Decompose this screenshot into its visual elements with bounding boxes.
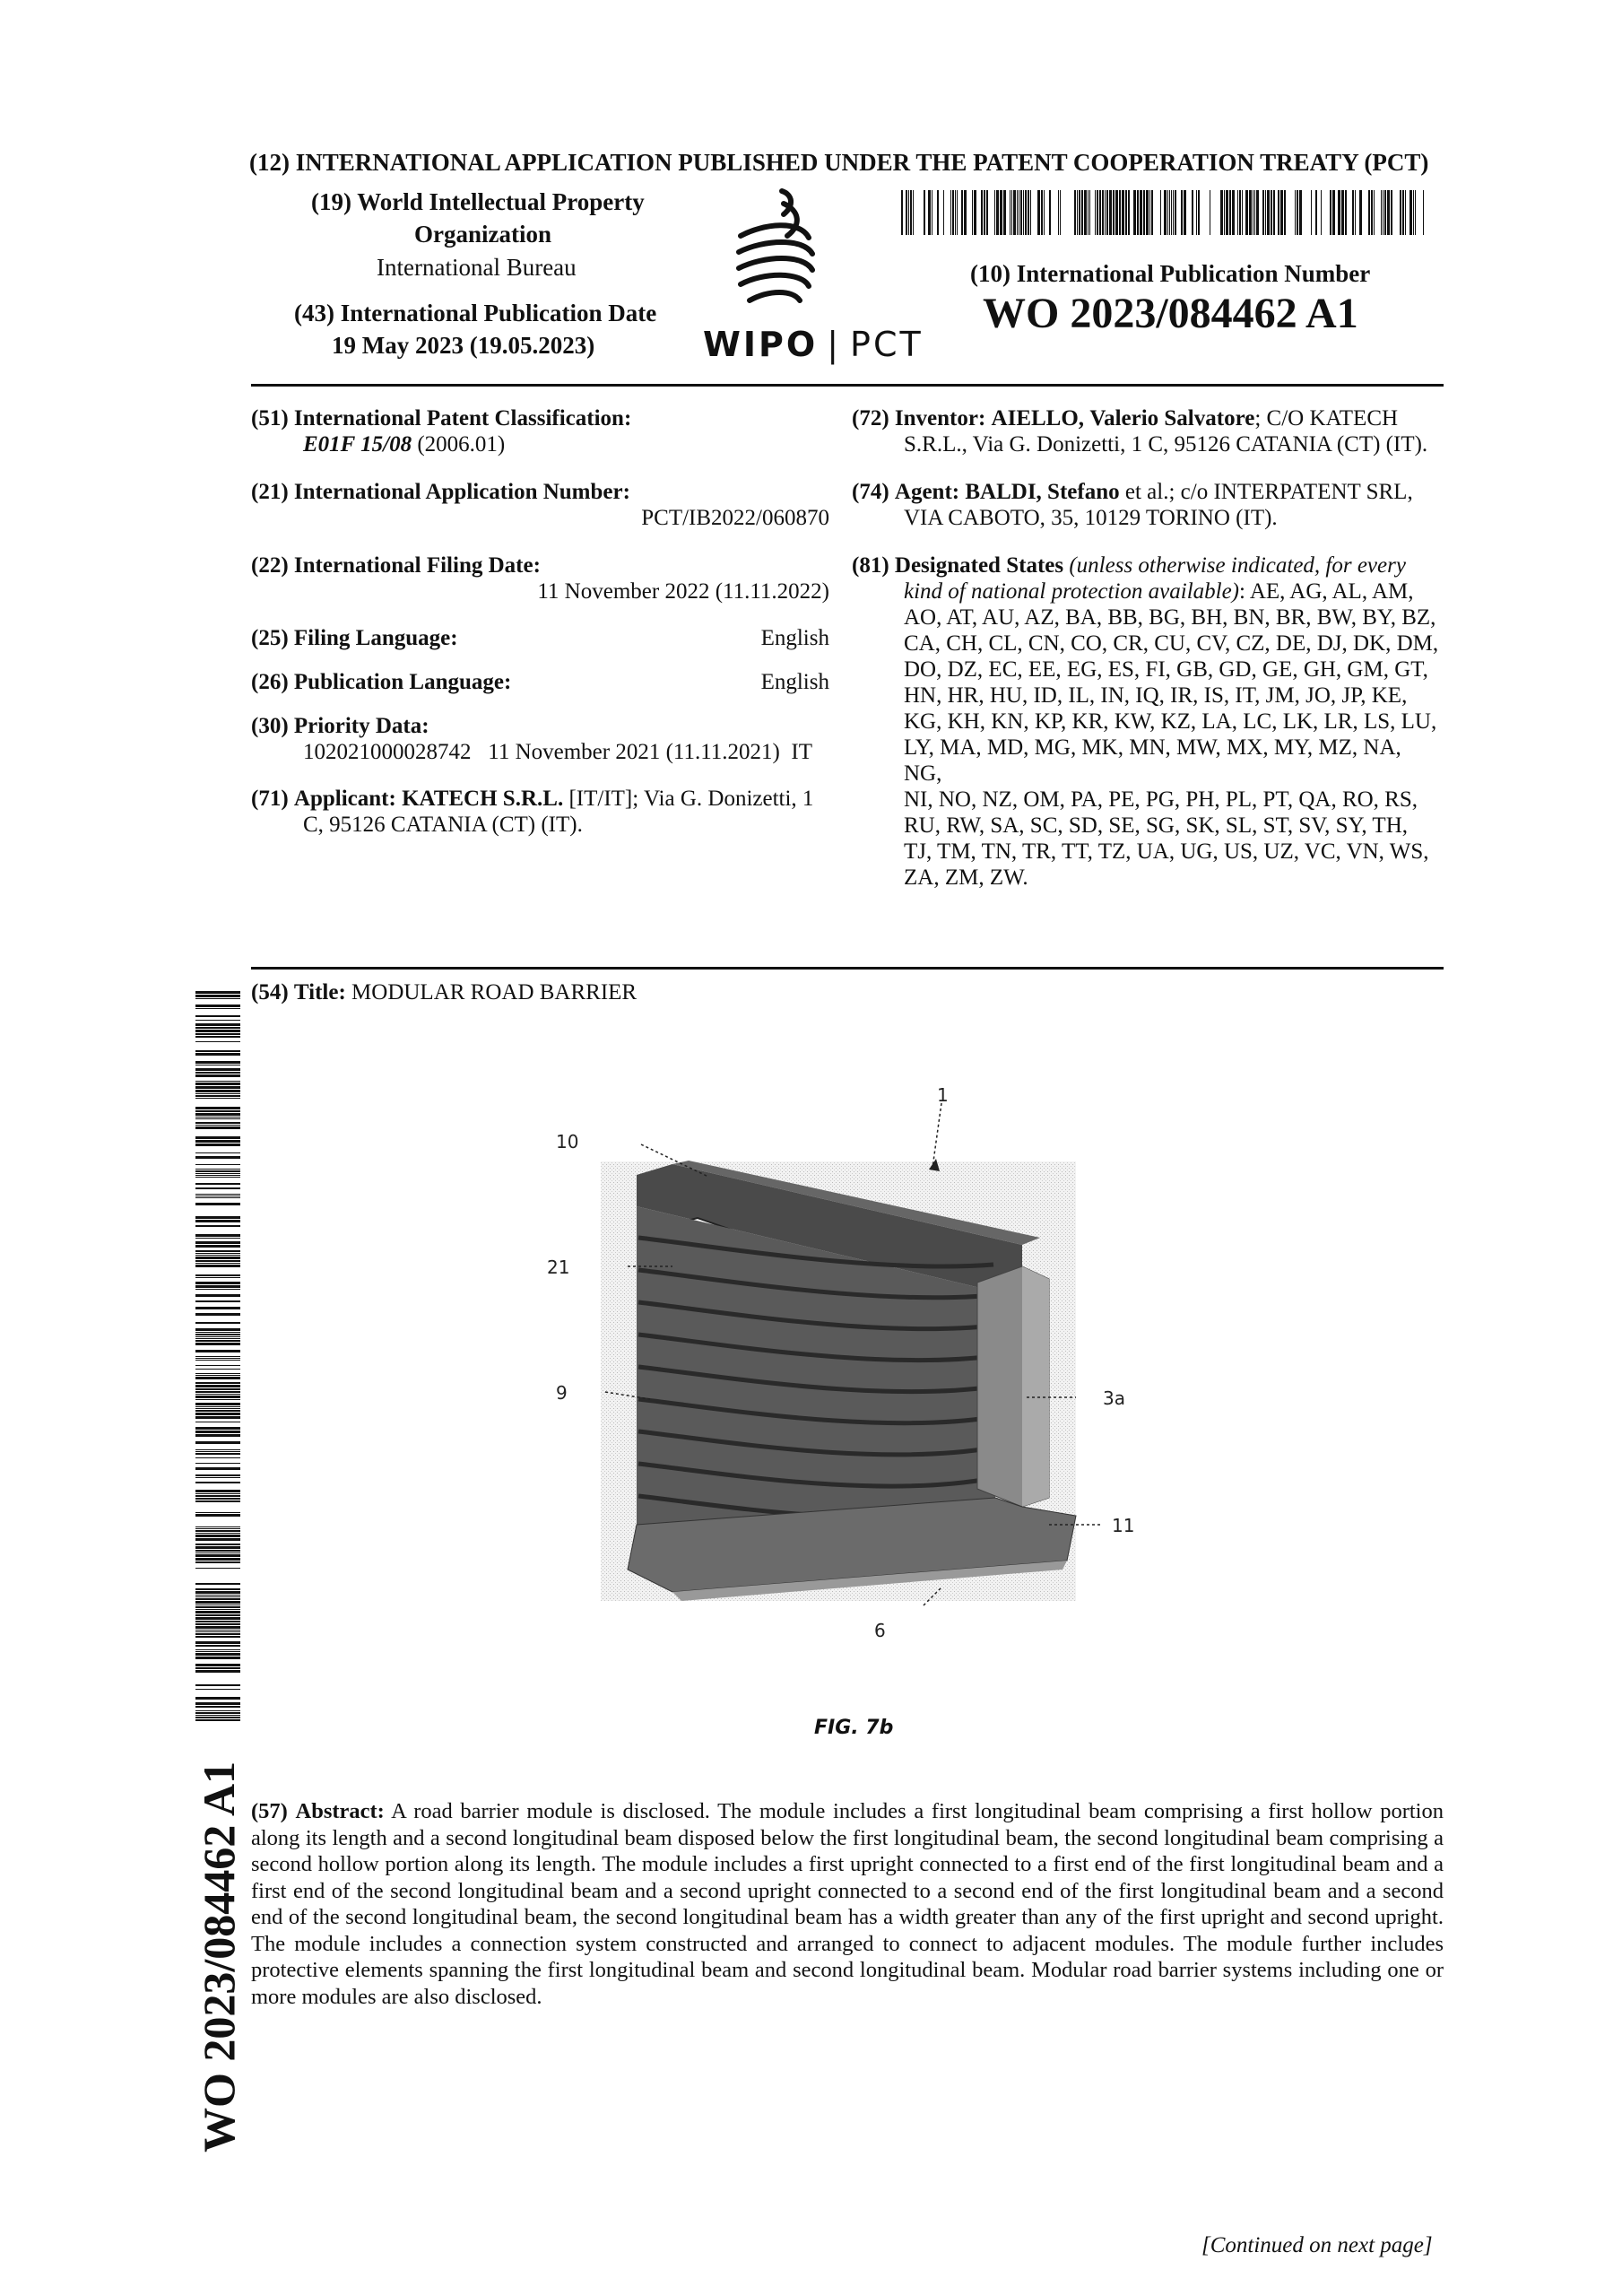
field-30: (30) Priority Data: 102021000028742 11 November 2021 (11.11.2021) IT xyxy=(251,714,812,764)
label-1: 1 xyxy=(937,1084,949,1106)
field-26: (26) Publication Language: English xyxy=(251,670,829,694)
org-name-line2: Organization xyxy=(414,221,551,248)
designated-states-line: AO, AT, AU, AZ, BA, BB, BG, BH, BN, BR, BW, BY, BZ, xyxy=(904,605,1436,630)
label-6: 6 xyxy=(874,1620,886,1641)
label-21: 21 xyxy=(547,1257,570,1278)
continued-note: [Continued on next page] xyxy=(1201,2233,1433,2257)
wipo-logo-icon xyxy=(737,184,818,318)
pub-number-label: (10) International Publication Number xyxy=(970,260,1371,287)
field-51: (51) International Patent Classification: E01F 15/08 (2006.01) xyxy=(251,406,632,457)
pub-date-label: (43) International Publication Date xyxy=(294,300,657,326)
designated-states-line: LY, MA, MD, MG, MK, MN, MW, MX, MY, MZ, NA, NG, xyxy=(904,735,1401,786)
designated-states-line: RU, RW, SA, SC, SD, SE, SG, SK, SL, ST, SV, SY, TH, xyxy=(904,813,1408,838)
designated-states-list xyxy=(852,604,1444,891)
label-11: 11 xyxy=(1112,1515,1135,1536)
treaty-heading: (12) INTERNATIONAL APPLICATION PUBLISHED UNDER THE PATENT COOPERATION TREATY (PCT) xyxy=(249,149,1429,176)
field-71: (71) Applicant: KATECH S.R.L. [IT/IT]; Via G. Donizetti, 1 C, 95126 CATANIA (CT) (IT). xyxy=(251,787,814,837)
label-10: 10 xyxy=(556,1131,579,1152)
designated-states-line: DO, DZ, EC, EE, EG, ES, FI, GB, GD, GE, GH, GM, GT, xyxy=(904,657,1428,682)
figure-caption: FIG. 7b xyxy=(814,1717,894,1739)
abstract: (57) Abstract: A road barrier module is disclosed. The module includes a first longitudinal beam comprising a first hollow portion along its length and a second longitudinal beam disposed below the first longitudinal beam, the second longitudinal beam comprising a second hollow portion along its length. The module includes a first upright connected to a first end of the first longitudinal beam and a first end of the second longitudinal beam and a second upright connected to a second end of the first longitudinal beam and a second end of the second longitudinal beam, the second longitudinal beam has a width greater than any of the first upright and second upright. The module includes a connection system constructed and arranged to connect to adjacent modules. The module further includes protective elements spanning the first longitudinal beam and second longitudinal beam. Modular road barrier systems including one or more modules are also disclosed. xyxy=(251,1799,1444,2009)
label-9: 9 xyxy=(556,1382,568,1404)
designated-states-line: CA, CH, CL, CN, CO, CR, CU, CV, CZ, DE, DJ, DK, DM, xyxy=(904,631,1439,656)
field-22: (22) International Filing Date: 11 November 2022 (11.11.2022) xyxy=(251,553,829,604)
label-3a: 3a xyxy=(1103,1387,1125,1409)
barcode-side xyxy=(195,991,240,1722)
field-72: (72) Inventor: AIELLO, Valerio Salvatore; C/O KATECH S.R.L., Via G. Donizetti, 1 C, 95126 CATANIA (CT) (IT). xyxy=(852,406,1428,457)
field-74: (74) Agent: BALDI, Stefano et al.; c/o INTERPATENT SRL, VIA CABOTO, 35, 10129 TORINO (IT). xyxy=(852,480,1413,530)
pub-date-value: 19 May 2023 (19.05.2023) xyxy=(332,332,595,359)
designated-states-line: KG, KH, KN, KP, KR, KW, KZ, LA, LC, LK, LR, LS, LU, xyxy=(904,709,1437,734)
designated-states-line: HN, HR, HU, ID, IL, IN, IQ, IR, IS, IT, JM, JO, JP, KE, xyxy=(904,683,1408,708)
field-21: (21) International Application Number: PCT/IB2022/060870 xyxy=(251,480,829,530)
figure-7b xyxy=(538,1084,1166,1659)
designated-states-line: TJ, TM, TN, TR, TT, TZ, UA, UG, US, UZ, VC, VN, WS, xyxy=(904,839,1429,864)
title-rule xyxy=(251,967,1444,970)
title-field: (54) Title: MODULAR ROAD BARRIER xyxy=(251,980,638,1004)
designated-states-line: NI, NO, NZ, OM, PA, PE, PG, PH, PL, PT, QA, RO, RS, xyxy=(904,787,1418,812)
designated-states-line: ZA, ZM, ZW. xyxy=(904,865,1028,890)
org-bureau: International Bureau xyxy=(377,254,577,281)
pub-number-value: WO 2023/084462 A1 xyxy=(983,290,1358,337)
wipo-pct-wordmark: WIPO | PCT xyxy=(703,325,924,364)
field-81: (81) Designated States (unless otherwise indicated, for every kind of national protection available): AE, AG, AL, AM, AO, AT, AU, AZ, BA, BB, BG, BH, BN, BR, BW, BY, BZ, CA, CH, CL, CN, CO, CR, CU, CV, CZ, DE, DJ, DK, DM, DO, DZ, EC, EE, EG, ES, FI, GB, GD, GE, GH, GM, GT, HN, HR, HU, ID, IL, IN, IQ, IR, IS, IT, JM, JO, JP, KE, KG, KH, KN, KP, KR, KW, KZ, LA, LC, LK, LR, LS, LU, LY, MA, MD, MG, MK, MN, MW, MX, MY, MZ, NA, NG, NI, NO, NZ, OM, PA, PE, PG, PH, PL, PT, QA, RO, RS, RU, RW, SA, SC, SD, SE, SG, SK, SL, ST, SV, SY, TH, TJ, TM, TN, TR, TT, TZ, UA, UG, US, UZ, VC, VN, WS, ZA, ZM, ZW. xyxy=(852,552,1444,891)
org-name: (19) World Intellectual Property xyxy=(311,188,645,215)
header-rule xyxy=(251,384,1444,387)
barcode-top xyxy=(901,190,1430,235)
field-25: (25) Filing Language: English xyxy=(251,626,829,650)
